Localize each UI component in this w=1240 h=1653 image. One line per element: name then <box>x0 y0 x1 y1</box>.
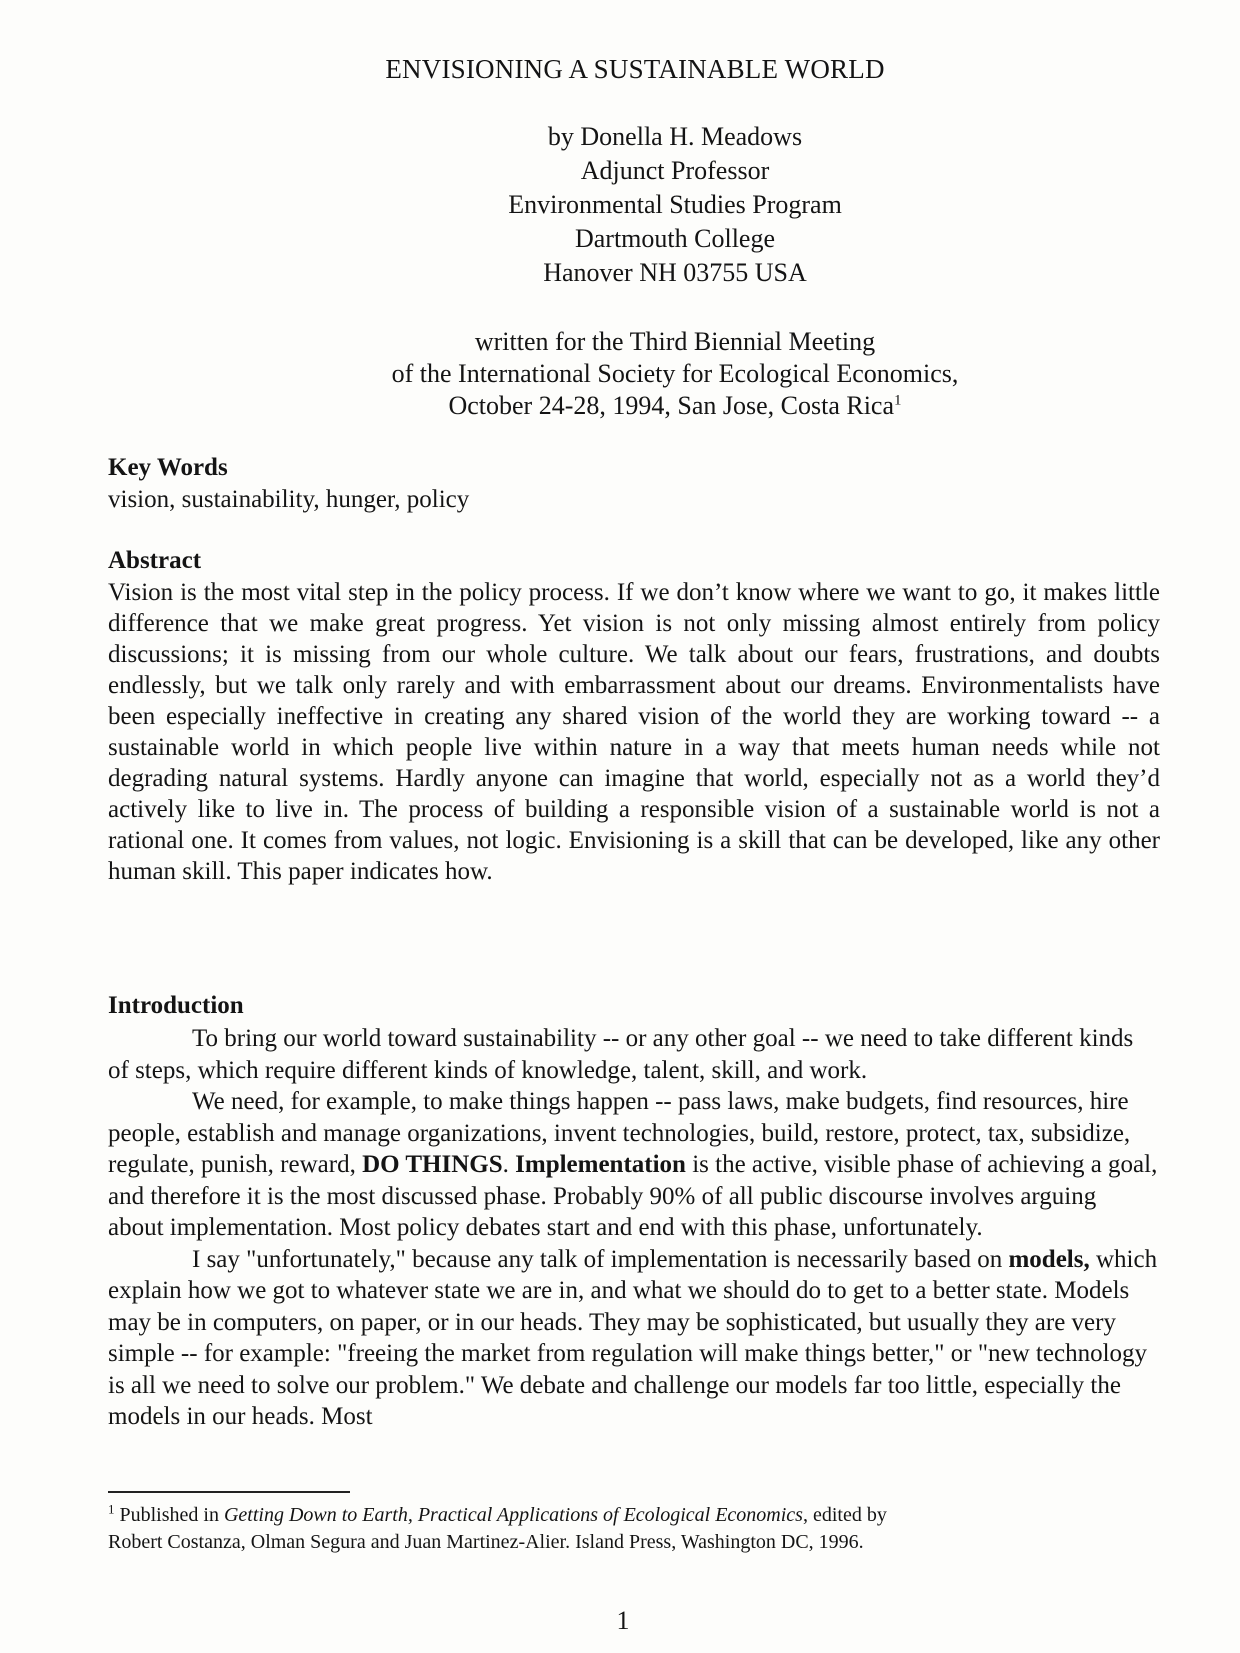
intro-paragraph-3: I say "unfortunately," because any talk of implementation is necessarily based on models, which explain how we got to whatever state we are in, and what we should do to get to a better state. Models may be in computers, on paper, or in our heads. They may be sophisticated, but usually they are very simple -- for example: "freeing the market from regulation will make things better," or "new technology is all we need to solve our problem." We debate and challenge our models far too little, especially the models in our heads. Most <box>108 1245 1158 1430</box>
abstract-section <box>108 545 1160 887</box>
written-for-line-2: of the International Society for Ecological Economics, <box>391 359 959 388</box>
written-for-line-3: October 24-28, 1994, San Jose, Costa Rica$^1$ <box>448 391 902 420</box>
page-number: 1 <box>616 1606 630 1635</box>
written-for-block <box>0 326 1240 422</box>
introduction-heading: Introduction <box>108 992 244 1019</box>
intro-paragraph-2: We need, for example, to make things happen -- pass laws, make budgets, find resources, hire people, establish and manage organizations, invent technologies, build, restore, protect, tax, subsidize, regulate, punish, reward, DO THINGS. Implementation is the active, visible phase of achieving a goal, and therefore it is the most discussed phase. Probably 90% of all public discourse involves arguing about implementation. Most policy debates start and end with this phase, unfortunately. <box>108 1088 1158 1241</box>
keywords-section <box>108 452 1160 516</box>
footnote-marker: 1 <box>108 1501 115 1517</box>
author-position: Adjunct Professor <box>580 156 770 185</box>
models-term: models, <box>1008 1245 1090 1273</box>
author-department: Environmental Studies Program <box>508 190 842 219</box>
footnote-divider <box>108 1491 350 1493</box>
author-institution: Dartmouth College <box>574 224 775 253</box>
keywords-text: vision, sustainability, hunger, policy <box>108 486 470 513</box>
written-for-line-1: written for the Third Biennial Meeting <box>474 327 876 356</box>
abstract-text: Vision is the most vital step in the policy process. If we don’t know where we want to go, it makes little difference that we make great progress. Yet vision is not only missing almost entirely from policy discussions; it is missing from our whole culture. We talk about our fears, frustrations, and doubts endlessly, but we talk only rarely and with embarrassment about our dreams. Environmentalists have been especially ineffective in creating any shared vision of the world they are working toward -- a sustainable world in which people live within nature in a way that meets human needs while not degrading natural systems. Hardly anyone can imagine that world, especially not as a world they’d actively like to live in. The process of building a responsible vision of a sustainable world is not a rational one. It comes from values, not logic. Envisioning is a skill that can be developed, like any other human skill. This paper indicates how. <box>108 579 1160 885</box>
implementation-term: Implementation <box>515 1151 686 1178</box>
keywords-heading: Key Words <box>108 454 228 481</box>
footnote-line-1: $^1$ Published in Getting Down to Earth, Practical Applications of Ecological Economics, edited by <box>108 1501 887 1526</box>
intro-paragraph-1: To bring our world toward sustainability -- or any other goal -- we need to take different kinds of steps, which require different kinds of knowledge, talent, skill, and work. <box>108 1025 1134 1084</box>
author-name: by Donella H. Meadows <box>547 122 803 151</box>
book-title: Getting Down to Earth, Practical Applications of Ecological Economics <box>223 1504 803 1526</box>
paper-title: ENVISIONING A SUSTAINABLE WORLD <box>385 54 885 84</box>
introduction-section <box>108 990 1158 1433</box>
do-things-emphasis: DO THINGS <box>362 1151 503 1178</box>
footnote-ref[interactable]: 1 <box>894 392 902 409</box>
footnote <box>108 1502 1168 1556</box>
author-block <box>0 120 1240 290</box>
author-address: Hanover NH 03755 USA <box>543 258 807 287</box>
abstract-heading: Abstract <box>108 547 202 574</box>
footnote-line-2: Robert Costanza, Olman Segura and Juan Martinez-Alier. Island Press, Washington DC, 1996. <box>108 1531 864 1553</box>
